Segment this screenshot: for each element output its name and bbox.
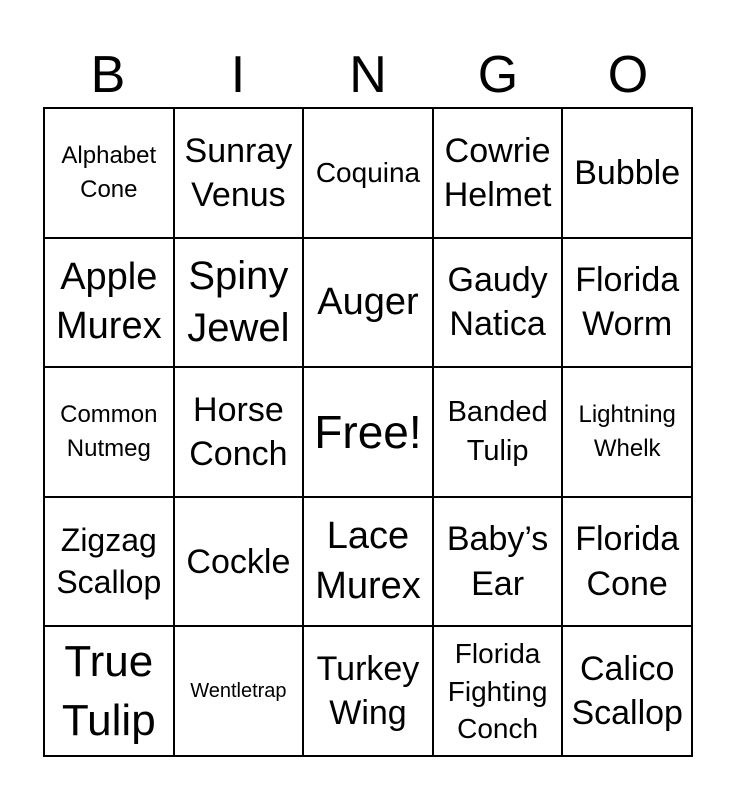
cell-line: Horse [193, 390, 284, 429]
header-letter-n: N [349, 46, 387, 104]
bingo-cell[interactable] [434, 239, 564, 369]
cell-line: Sunray [184, 131, 293, 170]
bingo-board [43, 107, 693, 757]
cell-line: Auger [317, 280, 419, 323]
cell-line: Tulip [466, 434, 529, 467]
bingo-cell[interactable] [45, 109, 175, 239]
cell-line: Cockle [186, 542, 291, 581]
bingo-cell[interactable] [304, 627, 434, 757]
cell-line: Conch [189, 434, 288, 473]
cell-line: Apple [60, 256, 158, 298]
cell-line: Scallop [571, 694, 683, 733]
header-letter-b: B [90, 46, 126, 104]
cell-line: Cone [80, 175, 138, 203]
bingo-cell[interactable] [175, 368, 305, 498]
bingo-cell[interactable] [45, 498, 175, 628]
cell-line: Murex [315, 564, 421, 607]
bingo-cell[interactable] [563, 498, 693, 628]
bingo-cell[interactable] [45, 627, 175, 757]
cell-line: Ear [471, 564, 525, 603]
bingo-cell-free[interactable] [304, 368, 434, 498]
cell-line: Wentletrap [190, 679, 287, 702]
cell-line: Bubble [574, 153, 681, 192]
bingo-cell[interactable] [434, 368, 564, 498]
cell-line: Tulip [61, 696, 156, 746]
bingo-cell[interactable] [563, 109, 693, 239]
bingo-cell[interactable] [175, 109, 305, 239]
bingo-cell[interactable] [563, 368, 693, 498]
header-letter-o: O [607, 46, 649, 104]
bingo-cell[interactable] [563, 627, 693, 757]
bingo-cell[interactable] [434, 627, 564, 757]
cell-line: Nutmeg [66, 434, 151, 462]
cell-line: Zigzag [60, 522, 157, 558]
cell-line: Conch [457, 712, 539, 744]
cell-line: Whelk [593, 434, 661, 462]
cell-line: Spiny [188, 254, 289, 299]
cell-line: Banded [447, 395, 548, 428]
cell-line: Alphabet [61, 142, 157, 170]
cell-line: Venus [191, 175, 286, 214]
cell-line: Calico [579, 650, 675, 688]
cell-line: Helmet [443, 175, 552, 214]
cell-line: Lace [326, 515, 410, 558]
cell-line: True [64, 636, 154, 686]
cell-line: Coquina [315, 157, 421, 189]
header-letter-g: G [477, 46, 519, 104]
cell-line: Turkey [316, 650, 420, 688]
cell-line: Florida [575, 520, 680, 559]
bingo-header [43, 44, 693, 106]
bingo-cell[interactable] [563, 239, 693, 369]
cell-line: Jewel [187, 306, 290, 351]
cell-line: Common [60, 401, 158, 429]
bingo-cell[interactable] [175, 627, 305, 757]
cell-line: Cowrie [444, 131, 551, 170]
bingo-cell[interactable] [304, 109, 434, 239]
bingo-cell[interactable] [304, 239, 434, 369]
bingo-cell[interactable] [45, 239, 175, 369]
cell-line: Cone [586, 564, 668, 603]
header-letter-i: I [230, 46, 246, 104]
bingo-cell[interactable] [434, 498, 564, 628]
cell-line: Florida [575, 261, 680, 300]
free-space-label: Free! [314, 405, 422, 458]
cell-line: Wing [329, 694, 407, 733]
bingo-cell[interactable] [45, 368, 175, 498]
cell-line: Worm [582, 305, 673, 344]
bingo-cell[interactable] [304, 498, 434, 628]
bingo-cell[interactable] [434, 109, 564, 239]
cell-line: Murex [56, 305, 162, 348]
cell-line: Scallop [56, 563, 162, 600]
bingo-cell[interactable] [175, 498, 305, 628]
cell-line: Gaudy [447, 261, 548, 300]
cell-line: Fighting [447, 675, 548, 707]
cell-line: Baby’s [446, 520, 549, 559]
cell-line: Natica [449, 305, 546, 344]
cell-line: Florida [454, 638, 541, 670]
bingo-cell[interactable] [175, 239, 305, 369]
cell-line: Lightning [578, 401, 676, 429]
